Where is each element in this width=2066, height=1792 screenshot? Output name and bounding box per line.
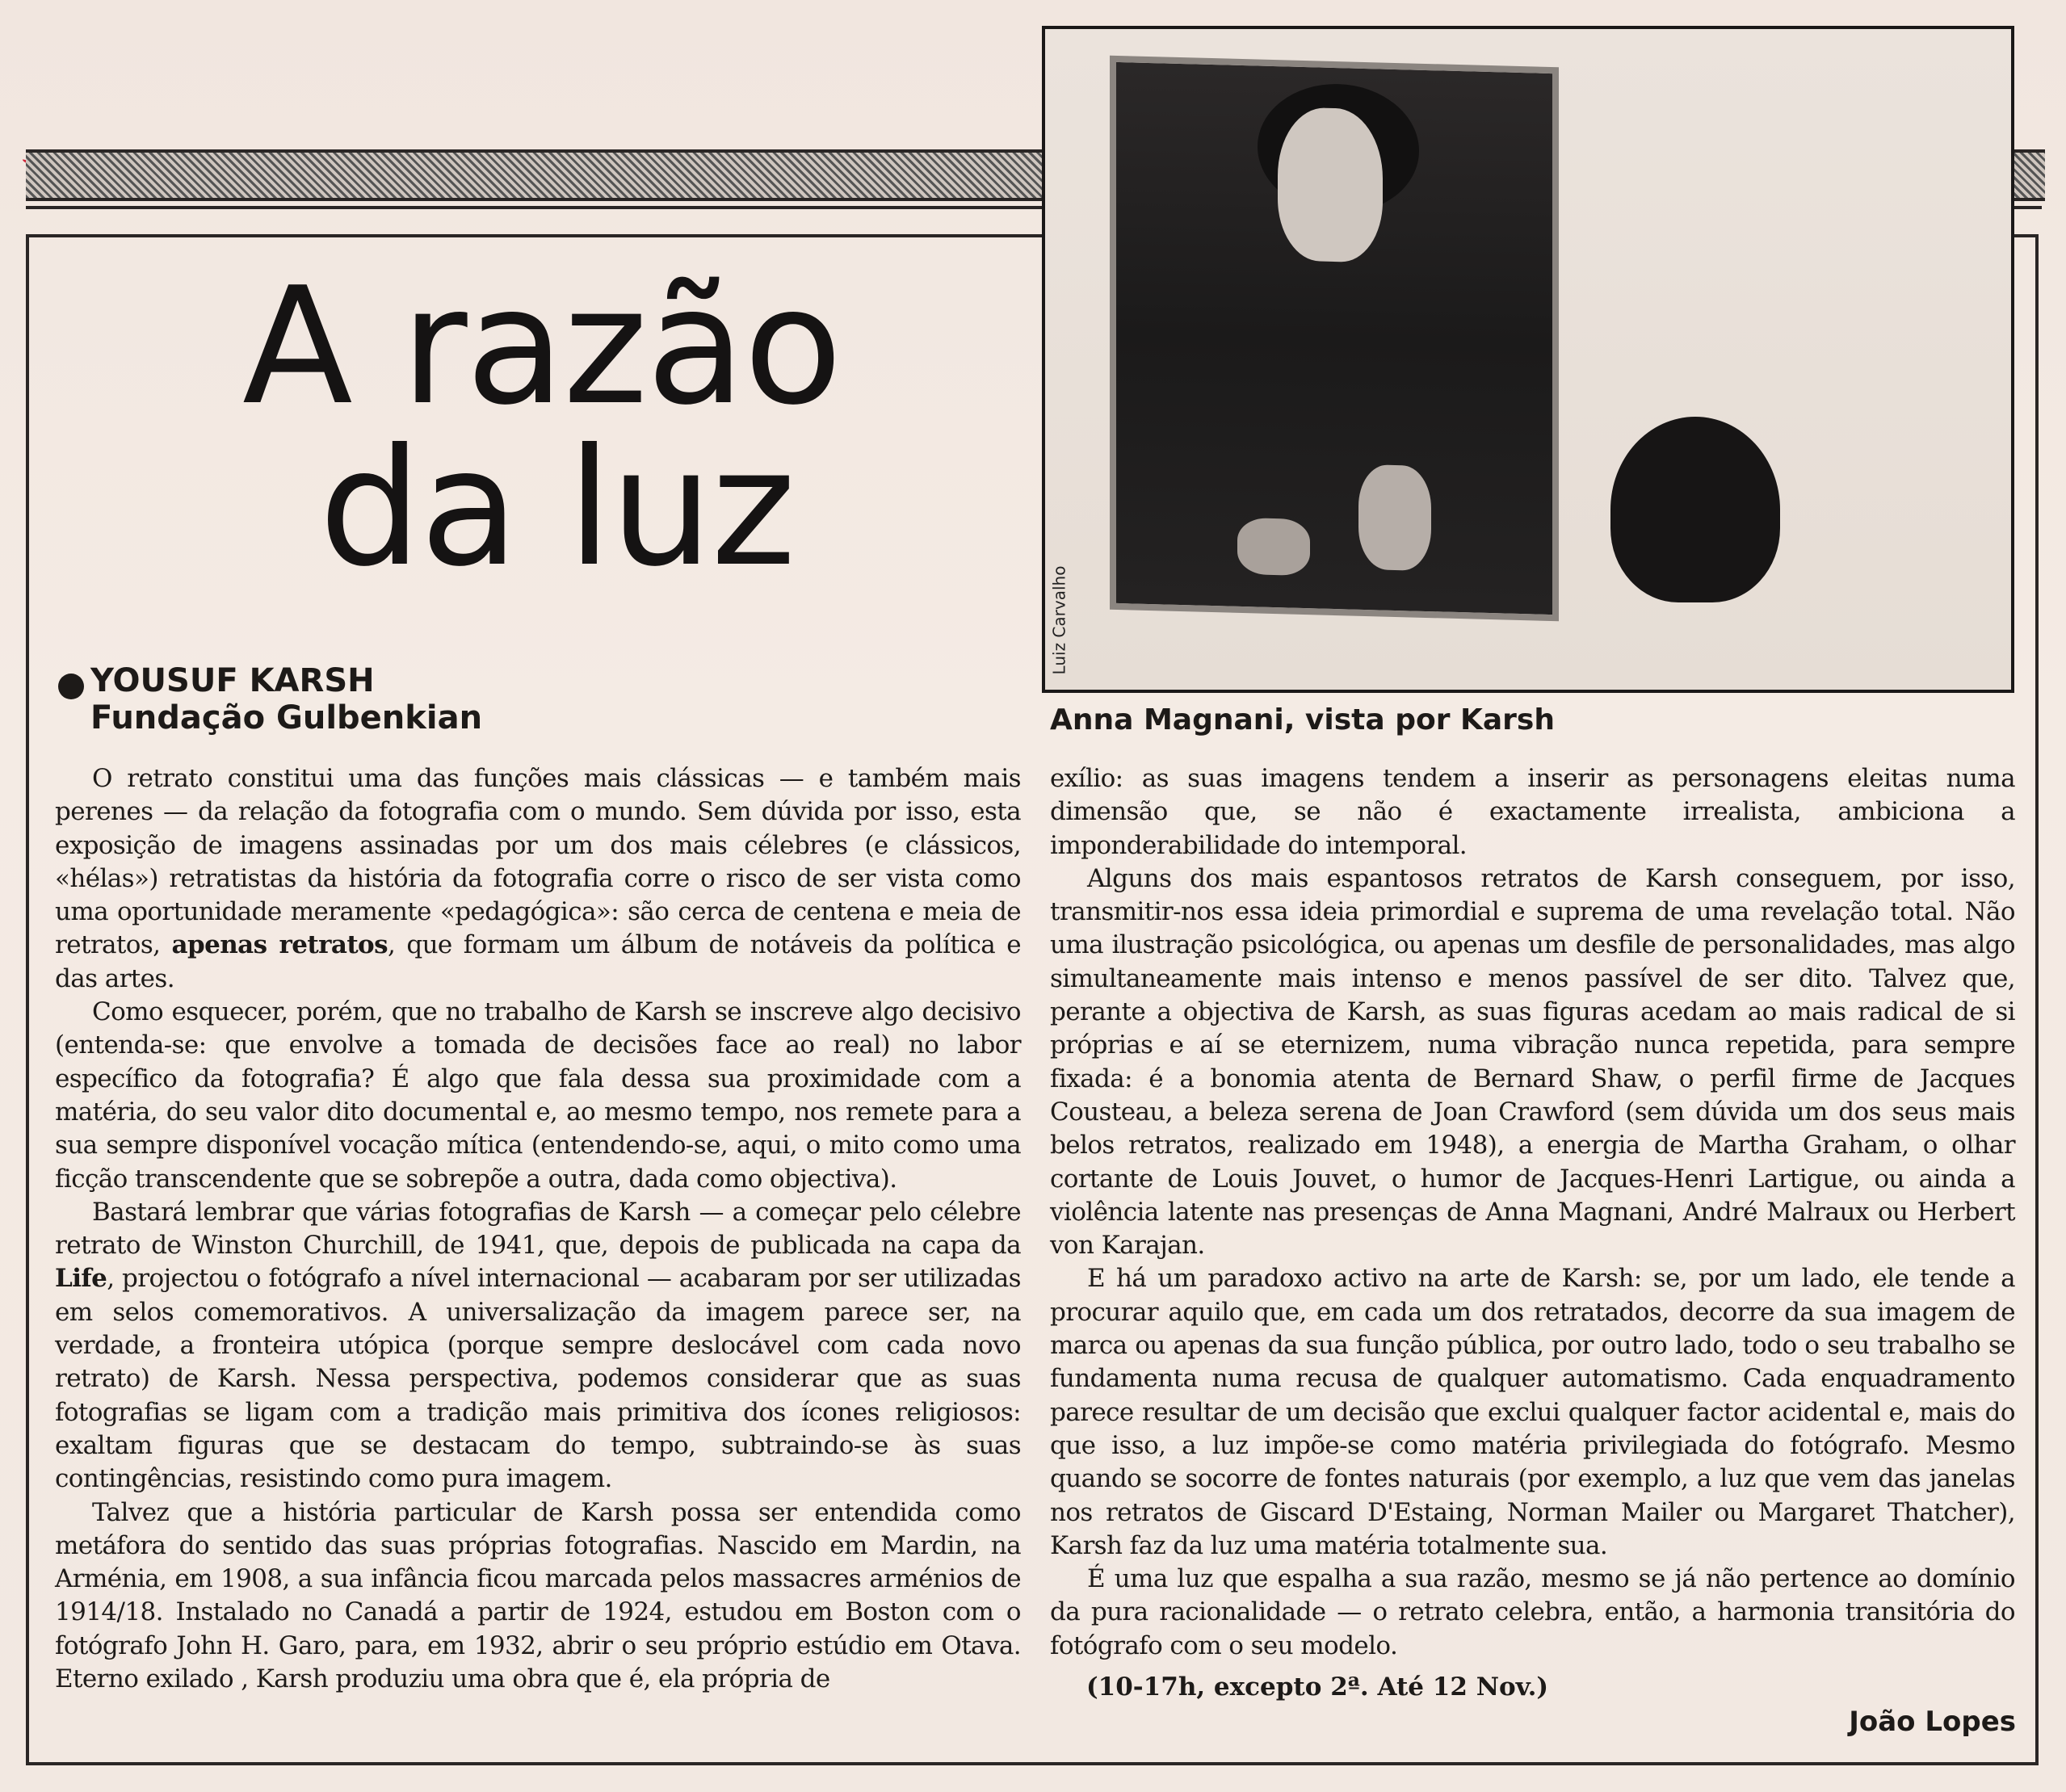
paragraph-6: Alguns dos mais espantosos retratos de Karsh conseguem, por isso, transmitir-nos essa ideia primordial e suprema de uma revelação total. Não uma ilustração psicológica, ou apenas um desfile de personalidades, mas algo simultaneamente mais intenso e menos passível de ser dito. Talvez que, perante a objectiva de Karsh, as suas figuras acedam ao mais radical de si próprias e aí se eternizem, numa vibração nunca repetida, para sempre fixada: é a bonomia atenta de Bernard Shaw, o perfil firme de Jacques Cousteau, a beleza serena de Joan Crawford (sem dúvida um dos seus mais belos retratos, realizado em 1948), a energia de Martha Graham, o olhar cortante de Louis Jouvet, o humor de Jacques-Henri Lartigue, ou ainda a violência latente nas presenças de Anna Magnani, André Malraux ou Herbert von Karajan. — [1050, 863, 2015, 1261]
portrait-hand-left — [1237, 518, 1310, 576]
exhibition-subject: YOUSUF KARSH — [90, 662, 375, 699]
framed-portrait — [1110, 56, 1559, 622]
paragraph-1 — [55, 762, 1021, 996]
portrait-face — [1278, 107, 1383, 262]
paragraph-3 — [55, 1196, 1021, 1496]
article-photo — [1042, 26, 2014, 693]
article-author: João Lopes — [1849, 1706, 2016, 1738]
exhibition-venue: Fundação Gulbenkian — [90, 699, 483, 737]
paragraph-1-text-a: O retrato constitui uma das funções mais clássicas — e também mais perenes — da relação da fotografia com o mundo. Sem dúvida por isso, esta exposição de imagens assinadas por um dos mais célebres (e clássicos, «hélas») retratistas da história da fotografia corre o risco de ser vista como uma oportunidade meramente «pedagógica»: são cerca de centena e meia de retratos, — [55, 764, 1021, 960]
viewer-silhouette — [1610, 417, 1780, 602]
paragraph-1-text-b: , que formam um álbum de notáveis da política e das artes. — [55, 930, 1021, 993]
paragraph-3-text-b: , projectou o fotógrafo a nível internacional — acabaram por ser utilizadas em selos comemorativos. A universalização da imagem parece ser, na verdade, a fronteira utópica (porque sempre deslocável com cada novo retrato) de Karsh. Nessa perspectiva, podemos considerar que as suas fotografias se ligam com a tradição mais primitiva dos ícones religiosos: exaltam figuras que se destacam do tempo, subtraindo-se às suas contingências, resistindo como pura imagem. — [55, 1264, 1021, 1494]
paragraph-2: Como esquecer, porém, que no trabalho de Karsh se inscreve algo decisivo (entenda-se: que envolve a tomada de decisões face ao real) no labor específico da fotografia? É algo que fala dessa sua proximidade com a matéria, do seu valor dito documental e, ao mesmo tempo, nos remete para a sua sempre disponível vocação mítica (entendendo-se, aqui, o mito como uma ficção transcendente que se sobrepõe a outra, dada como objectiva). — [55, 997, 1021, 1194]
photo-credit: Luiz Carvalho — [1049, 565, 1069, 675]
article-column-2 — [1050, 762, 2015, 1663]
headline-line-2: da luz — [319, 414, 795, 602]
paragraph-4: Talvez que a história particular de Karsh possa ser entendida como metáfora do sentido das suas próprias fotografias. Nascido em Mardin, na Arménia, em 1908, a sua infância ficou marcada pelos massacres arménios de 1914/18. Instalado no Canadá a partir de 1924, estudou em Boston com o fotógrafo John H. Garo, para, em 1932, abrir o seu próprio estúdio em Otava. Eterno exilado , Karsh produziu uma obra que é, ela própria de — [55, 1497, 1021, 1694]
headline — [242, 253, 856, 602]
exhibition-hours: (10-17h, excepto 2ª. Até 12 Nov.) — [1086, 1672, 1549, 1702]
headline-line-1: A razão — [242, 253, 842, 441]
bullet-icon — [58, 674, 84, 699]
paragraph-5: exílio: as suas imagens tendem a inserir as personagens eleitas numa dimensão que, se não é exactamente irrealista, ambiciona a imponderabilidade do intemporal. — [1050, 764, 2015, 860]
paragraph-3-bold: Life — [55, 1264, 107, 1294]
paragraph-7: E há um paradoxo activo na arte de Karsh: se, por um lado, ele tende a procurar aquilo que, em cada um dos retratados, decorre da sua imagem de marca ou apenas da sua função pública, por outro lado, todo o seu trabalho se fundamenta numa recusa de qualquer automatismo. Cada enquadramento parece resultar de um decisão que exclui qualquer factor acidental e, mais do que isso, a luz impõe-se como matéria privilegiada do fotógrafo. Mesmo quando se socorre de fontes naturais (por exemplo, a luz que vem das janelas nos retratos de Giscard D'Estaing, Norman Mailer ou Margaret Thatcher), Karsh faz da luz uma matéria totalmente sua. — [1050, 1264, 2015, 1560]
portrait-hand-right — [1358, 464, 1431, 571]
paragraph-8: É uma luz que espalha a sua razão, mesmo se já não pertence ao domínio da pura racionalidade — o retrato celebra, então, a harmonia transitória do fotógrafo com o seu modelo. — [1050, 1564, 2015, 1660]
article-column-1 — [55, 762, 1021, 1696]
paragraph-3-text-a: Bastará lembrar que várias fotografias de Karsh — a começar pelo célebre retrato de Winston Churchill, de 1941, que, depois de publicada na capa da — [55, 1197, 1021, 1261]
paragraph-1-bold: apenas retratos — [171, 930, 388, 960]
photo-caption: Anna Magnani, vista por Karsh — [1050, 703, 1555, 737]
